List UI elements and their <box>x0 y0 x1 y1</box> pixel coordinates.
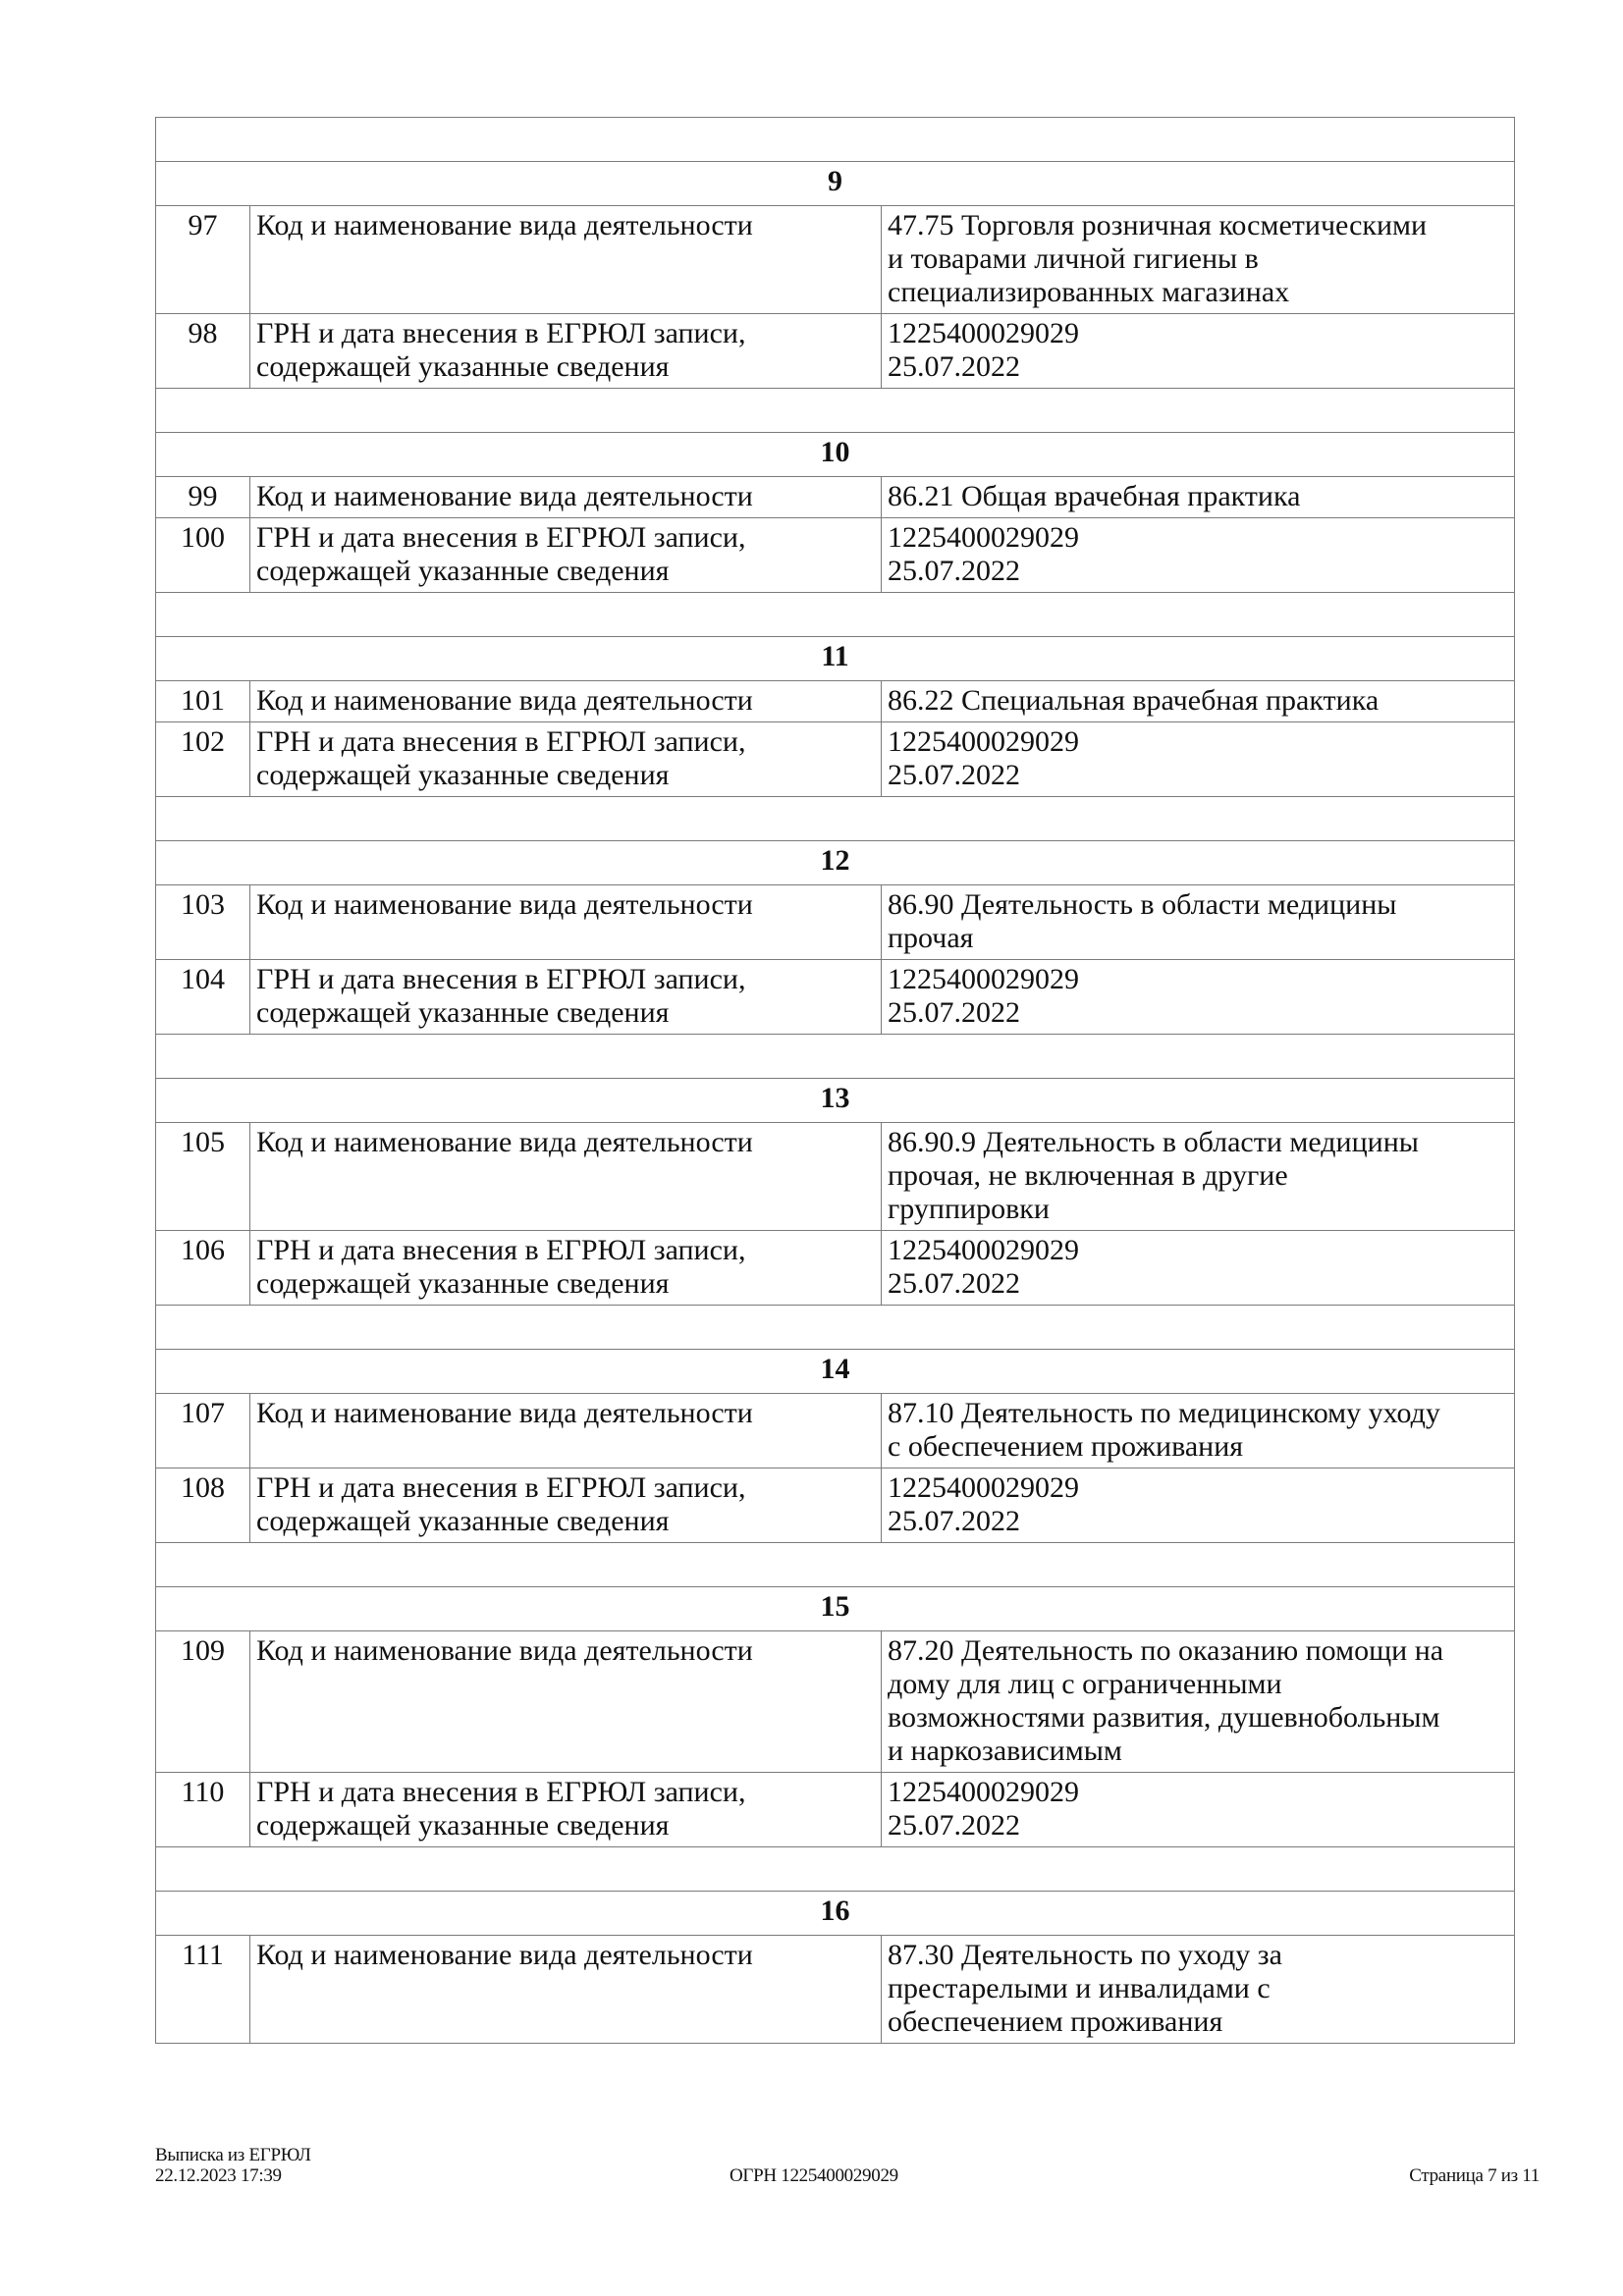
field-value-line: группировки <box>888 1193 1050 1225</box>
section-number: 9 <box>156 162 1515 206</box>
spacer-row <box>156 1543 1515 1587</box>
field-value-line: 1225400029029 <box>888 317 1079 349</box>
field-value <box>882 722 1515 797</box>
field-value-line: 25.07.2022 <box>888 1809 1020 1842</box>
activities-table-body <box>156 118 1515 2044</box>
field-value <box>882 477 1515 518</box>
field-label: Код и наименование вида деятельности <box>250 477 882 518</box>
spacer-cell <box>156 797 1515 841</box>
field-value-line: 87.20 Деятельность по оказанию помощи на <box>888 1634 1444 1667</box>
field-value-line: 86.90.9 Деятельность в области медицины <box>888 1126 1419 1158</box>
table-row <box>156 1773 1515 1847</box>
field-value <box>882 1231 1515 1306</box>
field-value-line: 86.21 Общая врачебная практика <box>888 480 1301 512</box>
field-label: Код и наименование вида деятельности <box>250 1394 882 1468</box>
section-number: 12 <box>156 841 1515 885</box>
field-label-line: содержащей указанные сведения <box>256 1505 670 1537</box>
field-value-line: 87.30 Деятельность по уходу за <box>888 1939 1282 1971</box>
field-value <box>882 885 1515 960</box>
spacer-row <box>156 118 1515 162</box>
field-label: Код и наименование вида деятельности <box>250 885 882 960</box>
field-value-line: обеспечением проживания <box>888 2005 1223 2038</box>
section-header-row <box>156 1350 1515 1394</box>
field-label-line: ГРН и дата внесения в ЕГРЮЛ записи, <box>256 1234 746 1266</box>
field-value-line: 1225400029029 <box>888 963 1079 995</box>
field-label-line: ГРН и дата внесения в ЕГРЮЛ записи, <box>256 317 746 349</box>
field-value-line: 1225400029029 <box>888 1234 1079 1266</box>
field-value-line: с обеспечением проживания <box>888 1430 1244 1463</box>
spacer-row <box>156 593 1515 637</box>
field-value-line: 87.10 Деятельность по медицинскому уходу <box>888 1397 1440 1429</box>
table-row <box>156 960 1515 1035</box>
field-value-line: 1225400029029 <box>888 521 1079 554</box>
section-header-row <box>156 637 1515 681</box>
table-row <box>156 681 1515 722</box>
field-label <box>250 314 882 389</box>
table-row <box>156 1631 1515 1773</box>
section-number: 10 <box>156 433 1515 477</box>
field-label: Код и наименование вида деятельности <box>250 681 882 722</box>
section-number: 16 <box>156 1892 1515 1936</box>
field-value-line: 86.22 Специальная врачебная практика <box>888 684 1380 717</box>
field-value <box>882 960 1515 1035</box>
field-label: Код и наименование вида деятельности <box>250 1631 882 1773</box>
field-label-line: содержащей указанные сведения <box>256 996 670 1029</box>
field-value <box>882 1394 1515 1468</box>
field-value-line: 1225400029029 <box>888 725 1079 758</box>
field-label <box>250 960 882 1035</box>
field-value-line: прочая, не включенная в другие <box>888 1159 1288 1192</box>
field-label: Код и наименование вида деятельности <box>250 1936 882 2044</box>
row-number: 99 <box>156 477 250 518</box>
field-value-line: престарелыми и инвалидами с <box>888 1972 1271 2004</box>
table-row <box>156 1394 1515 1468</box>
field-value-line: специализированных магазинах <box>888 276 1290 308</box>
field-value <box>882 1936 1515 2044</box>
field-label-line: ГРН и дата внесения в ЕГРЮЛ записи, <box>256 1471 746 1504</box>
row-number: 103 <box>156 885 250 960</box>
field-label-line: содержащей указанные сведения <box>256 759 670 791</box>
field-label-line: ГРН и дата внесения в ЕГРЮЛ записи, <box>256 963 746 995</box>
field-value <box>882 1468 1515 1543</box>
field-label <box>250 1231 882 1306</box>
field-value-line: дому для лиц с ограниченными <box>888 1668 1282 1700</box>
section-number: 14 <box>156 1350 1515 1394</box>
table-row <box>156 314 1515 389</box>
table-row <box>156 477 1515 518</box>
field-value-line: 25.07.2022 <box>888 555 1020 587</box>
spacer-cell <box>156 1035 1515 1079</box>
section-header-row <box>156 162 1515 206</box>
section-header-row <box>156 1892 1515 1936</box>
section-number: 13 <box>156 1079 1515 1123</box>
table-row <box>156 1468 1515 1543</box>
row-number: 106 <box>156 1231 250 1306</box>
field-value-line: 25.07.2022 <box>888 350 1020 383</box>
field-label <box>250 518 882 593</box>
field-value <box>882 1773 1515 1847</box>
field-label-line: содержащей указанные сведения <box>256 1267 670 1300</box>
footer-doc-title: Выписка из ЕГРЮЛ <box>155 2145 311 2165</box>
field-value-line: 25.07.2022 <box>888 1505 1020 1537</box>
spacer-cell <box>156 1306 1515 1350</box>
field-value-line: 86.90 Деятельность в области медицины <box>888 888 1397 921</box>
row-number: 100 <box>156 518 250 593</box>
row-number: 109 <box>156 1631 250 1773</box>
field-value-line: прочая <box>888 922 974 954</box>
row-number: 101 <box>156 681 250 722</box>
section-header-row <box>156 841 1515 885</box>
section-number: 11 <box>156 637 1515 681</box>
footer-ogrn: ОГРН 1225400029029 <box>730 2165 898 2186</box>
field-label: Код и наименование вида деятельности <box>250 1123 882 1231</box>
field-label <box>250 722 882 797</box>
field-value-line: 1225400029029 <box>888 1471 1079 1504</box>
row-number: 105 <box>156 1123 250 1231</box>
table-row <box>156 1123 1515 1231</box>
table-row <box>156 1936 1515 2044</box>
spacer-row <box>156 389 1515 433</box>
field-label-line: содержащей указанные сведения <box>256 555 670 587</box>
field-value-line: 25.07.2022 <box>888 759 1020 791</box>
field-label-line: ГРН и дата внесения в ЕГРЮЛ записи, <box>256 725 746 758</box>
spacer-row <box>156 1035 1515 1079</box>
field-label: Код и наименование вида деятельности <box>250 206 882 314</box>
field-value <box>882 314 1515 389</box>
section-header-row <box>156 1079 1515 1123</box>
field-value <box>882 681 1515 722</box>
row-number: 107 <box>156 1394 250 1468</box>
row-number: 111 <box>156 1936 250 2044</box>
row-number: 98 <box>156 314 250 389</box>
footer-left <box>155 2145 311 2186</box>
spacer-row <box>156 1847 1515 1892</box>
field-value <box>882 1123 1515 1231</box>
spacer-cell <box>156 1847 1515 1892</box>
spacer-cell <box>156 1543 1515 1587</box>
footer-page-info: Страница 7 из 11 <box>1409 2165 1540 2186</box>
field-value <box>882 1631 1515 1773</box>
table-row <box>156 206 1515 314</box>
field-value-line: и товарами личной гигиены в <box>888 242 1259 275</box>
field-label <box>250 1773 882 1847</box>
field-value-line: 25.07.2022 <box>888 1267 1020 1300</box>
row-number: 104 <box>156 960 250 1035</box>
field-label <box>250 1468 882 1543</box>
field-label-line: содержащей указанные сведения <box>256 1809 670 1842</box>
field-value-line: возможностями развития, душевнобольным <box>888 1701 1440 1734</box>
row-number: 97 <box>156 206 250 314</box>
field-value <box>882 518 1515 593</box>
table-row <box>156 518 1515 593</box>
section-number: 15 <box>156 1587 1515 1631</box>
field-label-line: ГРН и дата внесения в ЕГРЮЛ записи, <box>256 521 746 554</box>
footer-timestamp: 22.12.2023 17:39 <box>155 2165 282 2186</box>
field-label-line: содержащей указанные сведения <box>256 350 670 383</box>
table-row <box>156 722 1515 797</box>
table-row <box>156 885 1515 960</box>
row-number: 110 <box>156 1773 250 1847</box>
spacer-row <box>156 1306 1515 1350</box>
activities-table <box>155 117 1515 2044</box>
field-value <box>882 206 1515 314</box>
spacer-cell <box>156 118 1515 162</box>
field-value-line: 47.75 Торговля розничная косметическими <box>888 209 1428 241</box>
field-label-line: ГРН и дата внесения в ЕГРЮЛ записи, <box>256 1776 746 1808</box>
spacer-cell <box>156 593 1515 637</box>
section-header-row <box>156 1587 1515 1631</box>
spacer-row <box>156 797 1515 841</box>
row-number: 102 <box>156 722 250 797</box>
section-header-row <box>156 433 1515 477</box>
field-value-line: 25.07.2022 <box>888 996 1020 1029</box>
table-row <box>156 1231 1515 1306</box>
spacer-cell <box>156 389 1515 433</box>
row-number: 108 <box>156 1468 250 1543</box>
field-value-line: 1225400029029 <box>888 1776 1079 1808</box>
field-value-line: и наркозависимым <box>888 1735 1122 1767</box>
